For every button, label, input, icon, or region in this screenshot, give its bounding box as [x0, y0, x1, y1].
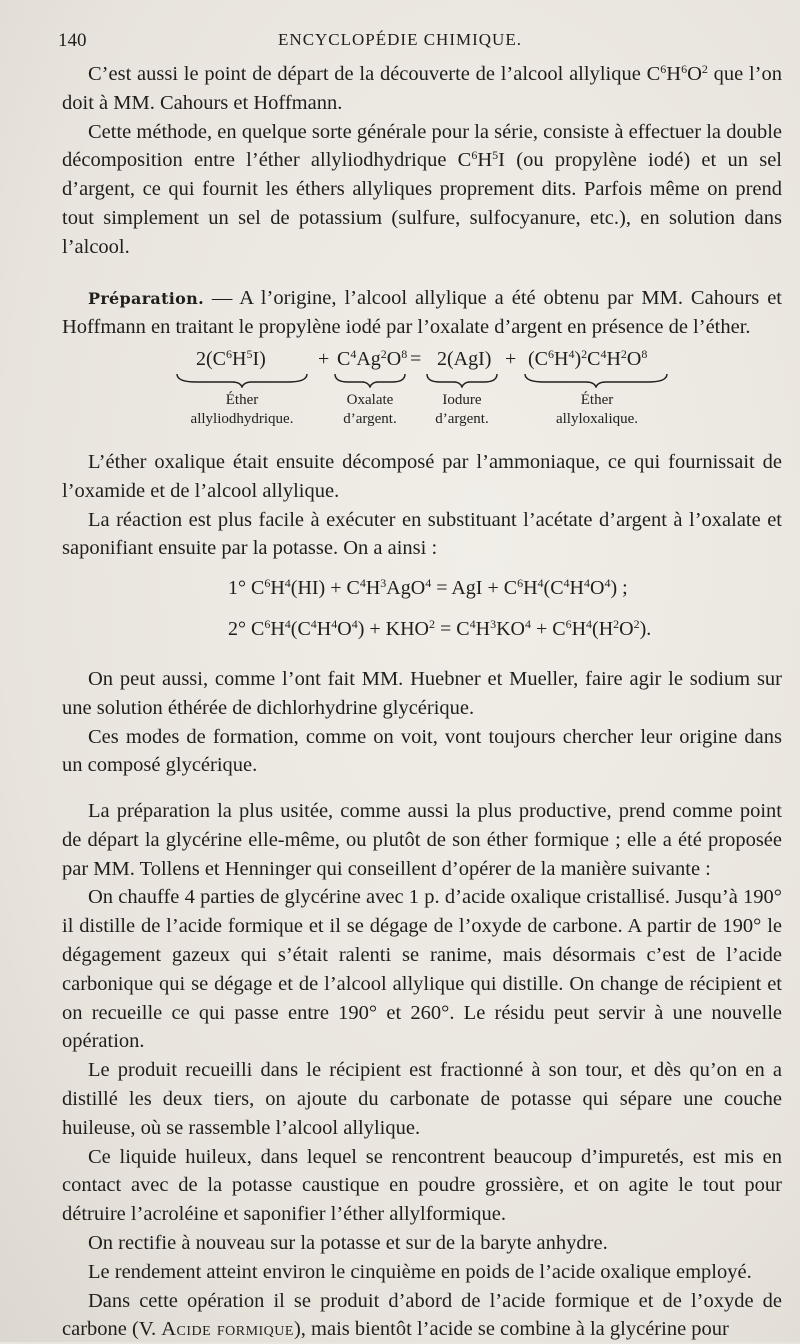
- equation-step-1: 1° $C^6H^4(HI) + C^4H^3AgO^4$ = AgI + $C^6H^4(C^4H^4O^4)$ ;: [228, 576, 628, 599]
- paragraph-yield: Le rendement atteint environ le cinquième en poids de l’acide oxalique employé.: [88, 1260, 752, 1283]
- label-allyliodhydric-ether: Éther allyliodhydrique.: [190, 392, 294, 427]
- underbrace: [524, 372, 668, 388]
- term-silver-iodide: 2(AgI): [437, 348, 492, 370]
- term-silver-oxalate: $C^4Ag^2O^8$: [337, 347, 408, 370]
- label-silver-iodide: Iodure d’argent.: [435, 392, 489, 427]
- paragraph-glyceric: Ces modes de formation, comme on voit, vont toujours chercher leur origine dans un composé glycérique.: [62, 725, 782, 777]
- running-title: ENCYCLOPÉDIE CHIMIQUE.: [278, 30, 522, 49]
- paragraph-oxamide: L’éther oxalique était ensuite décomposé par l’ammoniaque, ce qui fournissait de l’oxamide et de l’alcool allylique.: [62, 451, 782, 502]
- underbrace: [334, 372, 406, 388]
- preparation-heading: Préparation.: [88, 288, 204, 308]
- label-silver-oxalate: Oxalate d’argent.: [343, 392, 397, 427]
- text-block-glycerin: [62, 797, 782, 1344]
- text-block-acetate: [62, 448, 782, 563]
- underbrace: [176, 372, 308, 388]
- paragraph-heating: On chauffe 4 parties de glycérine avec 1 p. d’acide oxalique cristallisé. Jusqu’à 190° il distille de l’acide formique et il se dégage de l’oxyde de carbone. A partir de 190° le dégagement gazeux qui s’était ralenti se ranime, mais désormais c’est de l’acide carbonique qui se dégage et de l’alcool allylique qui distille. On change de récipient et on recueille ce qui passe entre 190° et 260°. Le résidu peut servir à une nouvelle opération.: [62, 886, 782, 1053]
- paragraph-tollens: La préparation la plus usitée, comme aussi la plus productive, prend comme point de départ la glycérine elle-même, ou plutôt de son éther formique ; elle a été proposée par MM. Tollens et Henninger qui conseillent d’opérer de la manière suivante :: [62, 800, 782, 880]
- paragraph-acetate: La réaction est plus facile à exécuter en substituant l’acétate d’argent à l’oxalate et saponifiant ensuite par la potasse. On a ainsi :: [62, 508, 782, 560]
- paragraph-fractionation: Le produit recueilli dans le récipient est fractionné à son tour, et dès qu’on en a distillé les deux tiers, on ajoute du carbonate de potasse qui sépare une couche huileuse, où se rassemble l’alcool allylique.: [62, 1059, 782, 1139]
- plus-sign: +: [318, 348, 330, 370]
- plus-sign: +: [505, 348, 517, 370]
- paragraph-preparation: Préparation. — A l’origine, l’alcool allylique a été obtenu par MM. Cahours et Hoffmann en traitant le propylène iodé par l’oxalate d’argent en présence de l’éther.: [62, 286, 782, 339]
- term-allyl-oxalate: $(C^6H^4)^2C^4H^2O^8$: [528, 347, 648, 370]
- paragraph-oily-liquid: Ce liquide huileux, dans lequel se rencontrent beaucoup d’impuretés, est mis en contact avec de la potasse caustique en poudre grossière, et on agite le tout pour détruire l’acroléine et saponifier l’éther allylformique.: [62, 1145, 782, 1226]
- underbrace: [426, 372, 498, 388]
- paragraph-method: Cette méthode, en quelque sorte générale pour la série, consiste à effectuer la double décomposition entre l’éther allyliodhydrique $C^6H^5I$ (ou propylène iodé) et un sel d’argent, ce qui fournit les éthers allyliques proprement dits. Parfois même on prend tout simplement un sel de potassium (sulfure, sulfocyanure, etc.), en solution dans l’alcool.: [62, 120, 782, 258]
- text-block-intro: [62, 60, 782, 342]
- cross-reference: Acide formique: [161, 1318, 294, 1341]
- running-header: [0, 26, 800, 52]
- page-number: 140: [58, 30, 87, 51]
- term-allyl-iodide: $2(C^6H^5I)$: [196, 347, 266, 370]
- equals-sign: =: [410, 348, 422, 370]
- paragraph-origin: C’est aussi le point de départ de la découverte de l’alcool allylique $C^6H^6O^2$ que l’on doit à MM. Cahours et Hoffmann.: [62, 62, 783, 114]
- equation-step-2: 2° $C^6H^4(C^4H^4O^4) + KHO^2 = C^4H^3KO^4 + C^6H^4(H^2O^2)$.: [228, 617, 652, 640]
- label-allyloxalic-ether: Éther allyloxalique.: [555, 392, 639, 427]
- paragraph-rectify: On rectifie à nouveau sur la potasse et sur de la baryte anhydre.: [88, 1231, 608, 1254]
- text-block-glyceric: [62, 665, 782, 780]
- paragraph-mechanism: Dans cette opération il se produit d’abord de l’acide formique et de l’oxyde de carbone (V. Acide formique), mais bientôt l’acide se combine à la glycérine pour: [62, 1289, 782, 1341]
- paragraph-sodium: On peut aussi, comme l’ont fait MM. Huebner et Mueller, faire agir le sodium sur une solution éthérée de dichlorhydrine glycérique.: [62, 668, 782, 719]
